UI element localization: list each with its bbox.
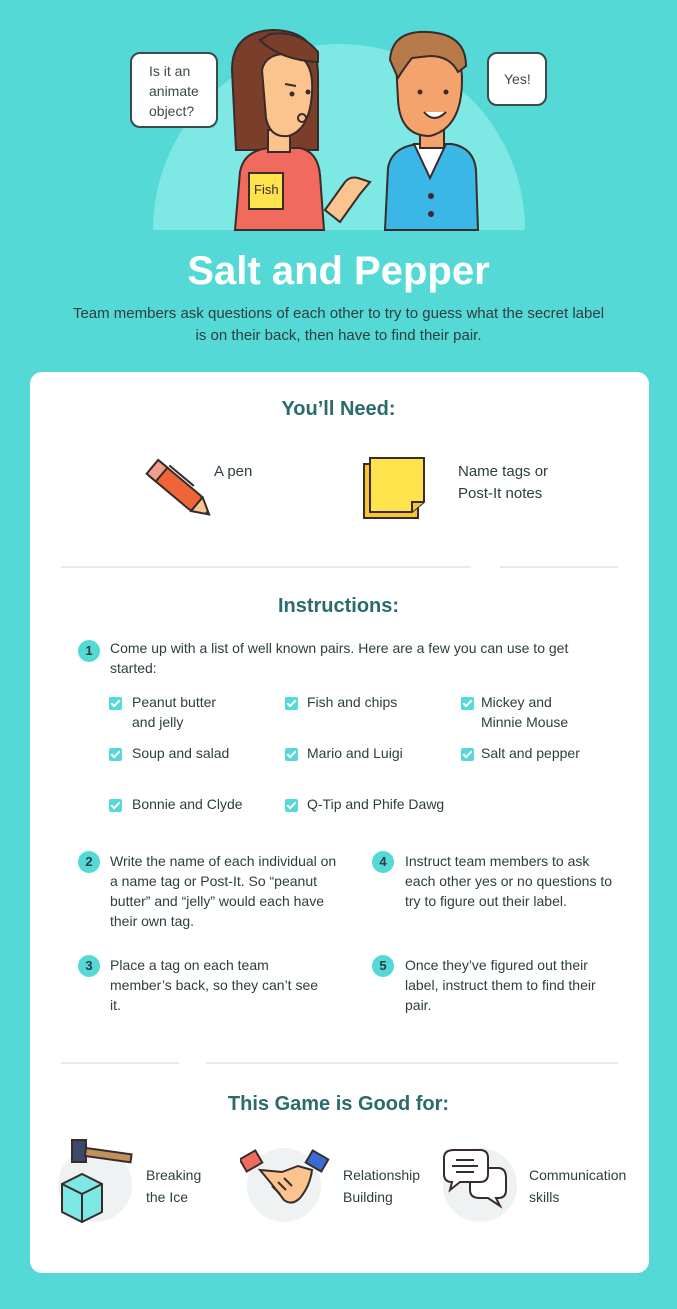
chat-bubbles-icon	[440, 1146, 510, 1212]
step-number-3: 3	[78, 955, 100, 977]
hero-illustration	[0, 0, 677, 235]
pair-item: Salt and pepper	[481, 745, 580, 761]
needs-heading: You’ll Need:	[281, 398, 396, 420]
good-for-label: Relationship	[343, 1167, 421, 1183]
good-for-label: Breaking	[146, 1167, 202, 1183]
post-it-label-line1: Name tags or	[458, 463, 549, 480]
step-text-1: Come up with a list of well known pairs. Here are a few you can use to get started:	[110, 640, 569, 676]
post-it-icon	[362, 456, 426, 520]
step-text-4: Instruct team members to ask each other yes or no questions to try to figure out their label.	[405, 853, 613, 909]
speech-bubble-question: Is it an animate object?	[130, 52, 218, 128]
good-for-label: Communication	[529, 1167, 627, 1183]
pair-item: Mickey and Minnie Mouse	[481, 694, 569, 730]
pair-item: Bonnie and Clyde	[132, 796, 243, 812]
speech-bubble-answer: Yes!	[487, 52, 547, 106]
step-number-4: 4	[372, 851, 394, 873]
divider	[206, 1062, 618, 1064]
pair-item: Mario and Luigi	[307, 745, 403, 761]
hammer-ice-icon	[56, 1134, 136, 1224]
fish-tag-text: Fish	[254, 182, 279, 197]
checkbox-icon	[461, 748, 474, 761]
step-text-3: Place a tag on each team member’s back, so they can’t see it.	[110, 957, 319, 1013]
divider	[61, 566, 471, 568]
checkbox-icon	[109, 697, 122, 710]
instructions-heading: Instructions:	[277, 595, 400, 617]
step-text-2: Write the name of each individual on a name tag or Post-It. So “peanut butter” and “jelly” would each have their own tag.	[110, 853, 337, 929]
checkbox-icon	[285, 748, 298, 761]
pair-item: Soup and salad	[132, 745, 230, 761]
checkbox-icon	[285, 799, 298, 812]
step-text-5: Once they’ve figured out their label, instruct them to find their pair.	[405, 957, 596, 1013]
step-number-5: 5	[372, 955, 394, 977]
divider	[500, 566, 618, 568]
checkbox-icon	[461, 697, 474, 710]
pair-item: Q-Tip and Phife Dawg	[307, 796, 445, 812]
page-title: Salt and Pepper	[187, 249, 490, 293]
page-subtitle: Team members ask questions of each other to try to guess what the secret label is on their back, then have to find their pair.	[72, 305, 605, 344]
pen-icon	[138, 450, 222, 530]
checkbox-icon	[285, 697, 298, 710]
pen-label: A pen	[214, 463, 253, 480]
pair-item: Fish and chips	[307, 694, 398, 710]
good-for-heading: This Game is Good for:	[227, 1093, 450, 1115]
good-for-label: skills	[529, 1189, 560, 1205]
step-number-2: 2	[78, 851, 100, 873]
good-for-label: the Ice	[146, 1189, 189, 1205]
divider	[61, 1062, 179, 1064]
hero-scene	[0, 0, 677, 235]
good-for-label: Building	[343, 1189, 393, 1205]
pair-item: Peanut butter and jelly	[132, 694, 217, 730]
post-it-label-line2: Post-It notes	[458, 485, 543, 502]
checkbox-icon	[109, 748, 122, 761]
handshake-icon	[240, 1142, 330, 1212]
step-number-1: 1	[78, 640, 100, 662]
checkbox-icon	[109, 799, 122, 812]
